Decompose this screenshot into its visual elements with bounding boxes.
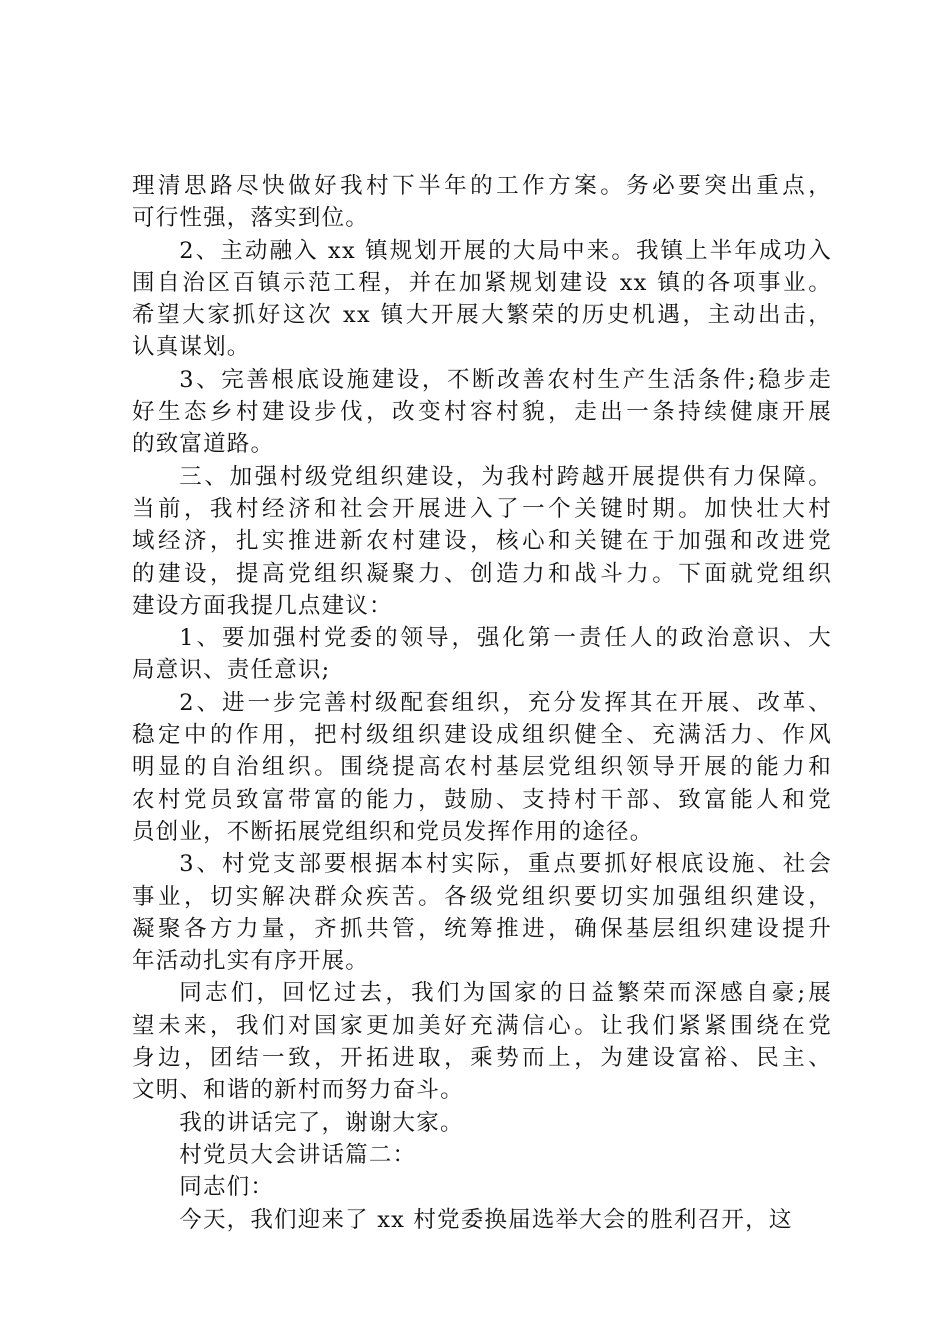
text-line: 3、完善根底设施建设，不断改善农村生产生活条件;稳步走 [179,366,832,393]
document-page [132,170,832,1236]
paragraph [132,235,832,364]
text-line: 村党员大会讲话篇二： [179,1141,417,1168]
text-line: 1、要加强村党委的领导，强化第一责任人的政治意识、大 [179,625,832,652]
text-line: 当前，我村经济和社会开展进入了一个关键时期。加快壮大村 [132,495,832,522]
text-line: 稳定中的作用，把村级组织建设成组织健全、充满活力、作风 [132,722,832,749]
text-line: 望未来，我们对国家更加美好充满信心。让我们紧紧围绕在党 [132,1012,832,1039]
text-line: 我的讲话完了，谢谢大家。 [179,1109,464,1136]
paragraph [132,364,832,461]
text-line: 明显的自治组织。围绕提高农村基层党组织领导开展的能力和 [132,754,832,781]
text-line: 理清思路尽快做好我村下半年的工作方案。务必要突出重点， [132,173,832,199]
text-line: 同志们： [179,1174,275,1201]
paragraph [132,687,832,848]
text-line: 的致富道路。 [132,431,275,458]
text-line: 3、村党支部要根据本村实际，重点要抓好根底设施、社会 [179,851,832,878]
paragraph [132,622,832,687]
text-line: 2、进一步完善村级配套组织，充分发挥其在开展、改革、 [179,689,832,716]
paragraph [132,1171,832,1203]
text-line: 好生态乡村建设步伐，改变村容村貌，走出一条持续健康开展 [132,399,832,426]
text-line: 三、加强村级党组织建设，为我村跨越开展提供有力保障。 [179,463,832,490]
paragraph [132,170,832,235]
paragraph [132,461,832,622]
paragraph [132,977,832,1106]
text-line: 2、主动融入 xx 镇规划开展的大局中来。我镇上半年成功入 [179,237,832,264]
text-line: 今天，我们迎来了 xx 村党委换届选举大会的胜利召开，这 [179,1206,793,1233]
document-body [132,170,832,1236]
text-line: 的建设，提高党组织凝聚力、创造力和战斗力。下面就党组织 [132,560,832,587]
paragraph [132,848,832,977]
text-line: 认真谋划。 [132,334,251,361]
text-line: 局意识、责任意识; [132,657,331,684]
text-line: 身边，团结一致，开拓进取，乘势而上，为建设富裕、民主、 [132,1045,832,1072]
text-line: 围自治区百镇示范工程，并在加紧规划建设 xx 镇的各项事业。 [132,269,832,296]
paragraph [132,1204,832,1236]
text-line: 建设方面我提几点建议： [132,592,393,619]
text-line: 域经济，扎实推进新农村建设，核心和关键在于加强和改进党 [132,528,832,555]
paragraph [132,1139,832,1171]
text-line: 年活动扎实有序开展。 [132,948,370,975]
text-line: 员创业，不断拓展党组织和党员发挥作用的途径。 [132,818,654,845]
text-line: 希望大家抓好这次 xx 镇大开展大繁荣的历史机遇，主动出击， [132,302,832,329]
text-line: 文明、和谐的新村而努力奋斗。 [132,1077,464,1104]
paragraph [132,1107,832,1139]
text-line: 同志们，回忆过去，我们为国家的日益繁荣而深感自豪;展 [179,980,832,1007]
text-line: 凝聚各方力量，齐抓共管，统筹推进，确保基层组织建设提升 [132,915,832,942]
text-line: 可行性强，落实到位。 [132,205,370,232]
text-line: 事业，切实解决群众疾苦。各级党组织要切实加强组织建设， [132,883,832,910]
text-line: 农村党员致富带富的能力，鼓励、支持村干部、致富能人和党 [132,786,832,813]
